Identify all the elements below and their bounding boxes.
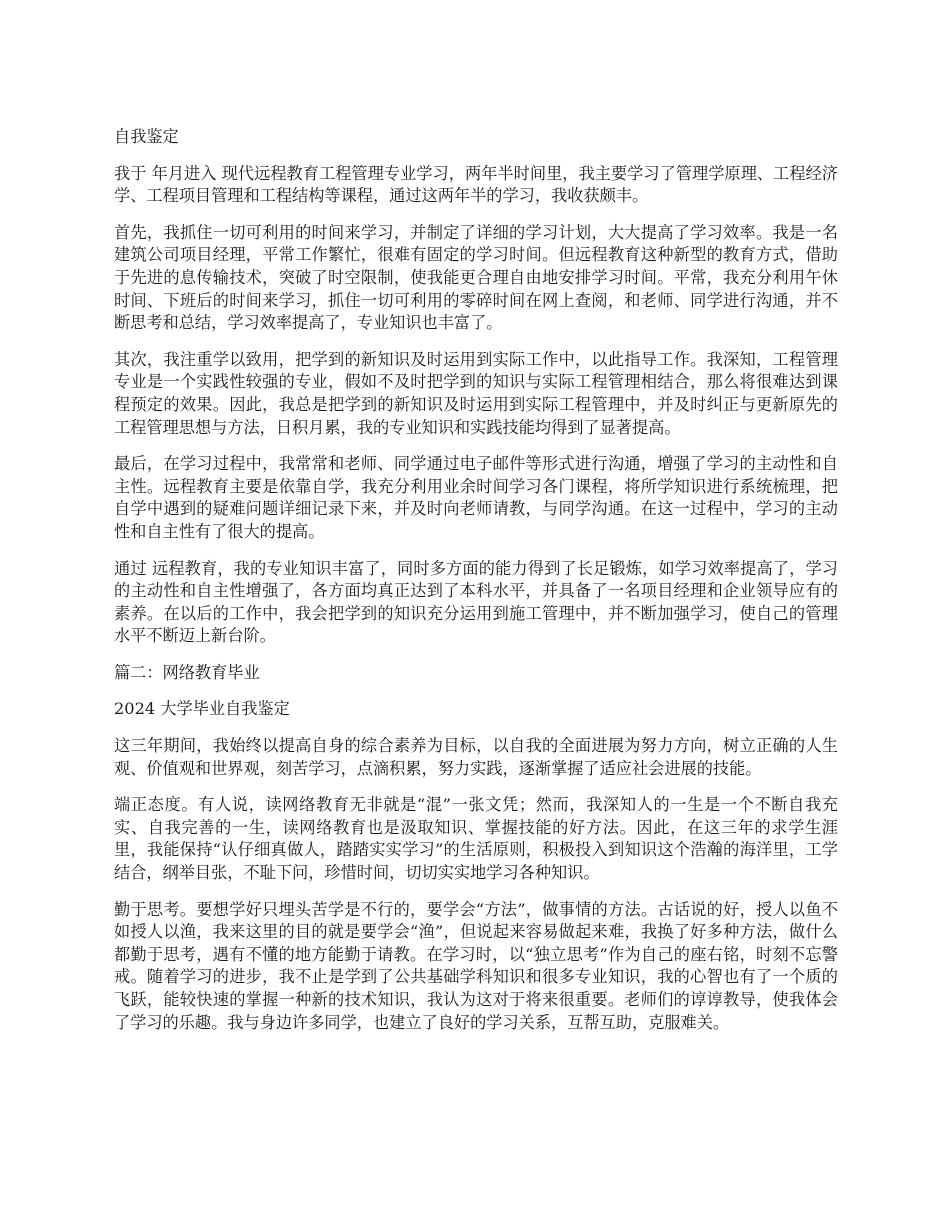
paragraph-thinking: 勤于思考。要想学好只埋头苦学是不行的，要学会“方法”，做事情的方法。古话说的好，授人以鱼不如授人以渔，我来这里的目的就是要学会“渔”，但说起来容易做起来难，我换了好多种方法，做什么都勤于思考，遇有不懂的地方能勤于请教。在学习时，以“独立思考”作为自己的座右铭，时刻不忘警戒。随着学习的进步，我不止是学到了公共基础学科知识和很多专业知识，我的心智也有了一个质的飞跃，能较快速的掌握一种新的技术知识，我认为这对于将来很重要。老师们的谆谆教导，使我体会了学习的乐趣。我与身边许多同学，也建立了良好的学习关系，互帮互助，克服难关。 [114, 899, 838, 1032]
paragraph-last: 最后，在学习过程中，我常常和老师、同学通过电子邮件等形式进行沟通，增强了学习的主动性和自主性。远程教育主要是依靠自学，我充分利用业余时间学习各门课程，将所学知识进行系统梳理，把自学中遇到的疑难问题详细记录下来，并及时向老师请教，与同学沟通。在这一过程中，学习的主动性和自主性有了很大的提高。 [114, 454, 838, 541]
section-subtitle: 2024 大学毕业自我鉴定 [114, 699, 290, 719]
paragraph-attitude: 端正态度。有人说，读网络教育无非就是“混”一张文凭；然而，我深知人的一生是一个不断自我充实、自我完善的一生，读网络教育也是汲取知识、掌握技能的好方法。因此，在这三年的求学生涯里，我能保持“认仔细真做人，踏踏实实学习”的生活原则，积极投入到知识这个浩瀚的海洋里，工学结合，纲举目张，不耻下问，珍惜时间，切切实实地学习各种知识。 [114, 795, 838, 883]
paragraph-overview: 这三年期间，我始终以提高自身的综合素养为目标，以自我的全面进展为努力方向，树立正确的人生观、价值观和世界观，刻苦学习，点滴积累，努力实践，逐渐掌握了适应社会进展的技能。 [114, 736, 838, 778]
section-heading: 篇二：网络教育毕业 [114, 662, 260, 682]
paragraph-conclusion: 通过 远程教育，我的专业知识丰富了，同时多方面的能力得到了长足锻炼，如学习效率提高了，学习的主动性和自主性增强了，各方面均真正达到了本科水平，并具备了一名项目经理和企业领导应有的素养。在以后的工作中，我会把学到的知识充分运用到施工管理中，并不断加强学习，使自己的管理水平不断迈上新台阶。 [114, 558, 838, 646]
document-body [114, 126, 838, 1048]
paragraph-first: 首先，我抓住一切可利用的时间来学习，并制定了详细的学习计划，大大提高了学习效率。我是一名建筑公司项目经理，平常工作繁忙，很难有固定的学习时间。但远程教育这种新型的教育方式，借助于先进的息传输技术，突破了时空限制，使我能更合理自由地安排学习时间。平常，我充分利用午休时间、下班后的时间来学习，抓住一切可利用的零碎时间在网上查阅，和老师、同学进行沟通，并不断思考和总结，学习效率提高了，专业知识也丰富了。 [114, 222, 838, 333]
document-title: 自我鉴定 [114, 127, 179, 146]
paragraph-intro: 我于 年月进入 现代远程教育工程管理专业学习，两年半时间里，我主要学习了管理学原理、工程经济学、工程项目管理和工程结构等课程，通过这两年半的学习，我收获颇丰。 [114, 163, 838, 206]
paragraph-second: 其次，我注重学以致用，把学到的新知识及时运用到实际工作中，以此指导工作。我深知，工程管理专业是一个实践性较强的专业，假如不及时把学到的知识与实际工程管理相结合，那么将很难达到课程预定的效果。因此，我总是把学到的新知识及时运用到实际工程管理中，并及时纠正与更新原先的工程管理思想与方法，日积月累，我的专业知识和实践技能均得到了显著提高。 [114, 349, 838, 437]
